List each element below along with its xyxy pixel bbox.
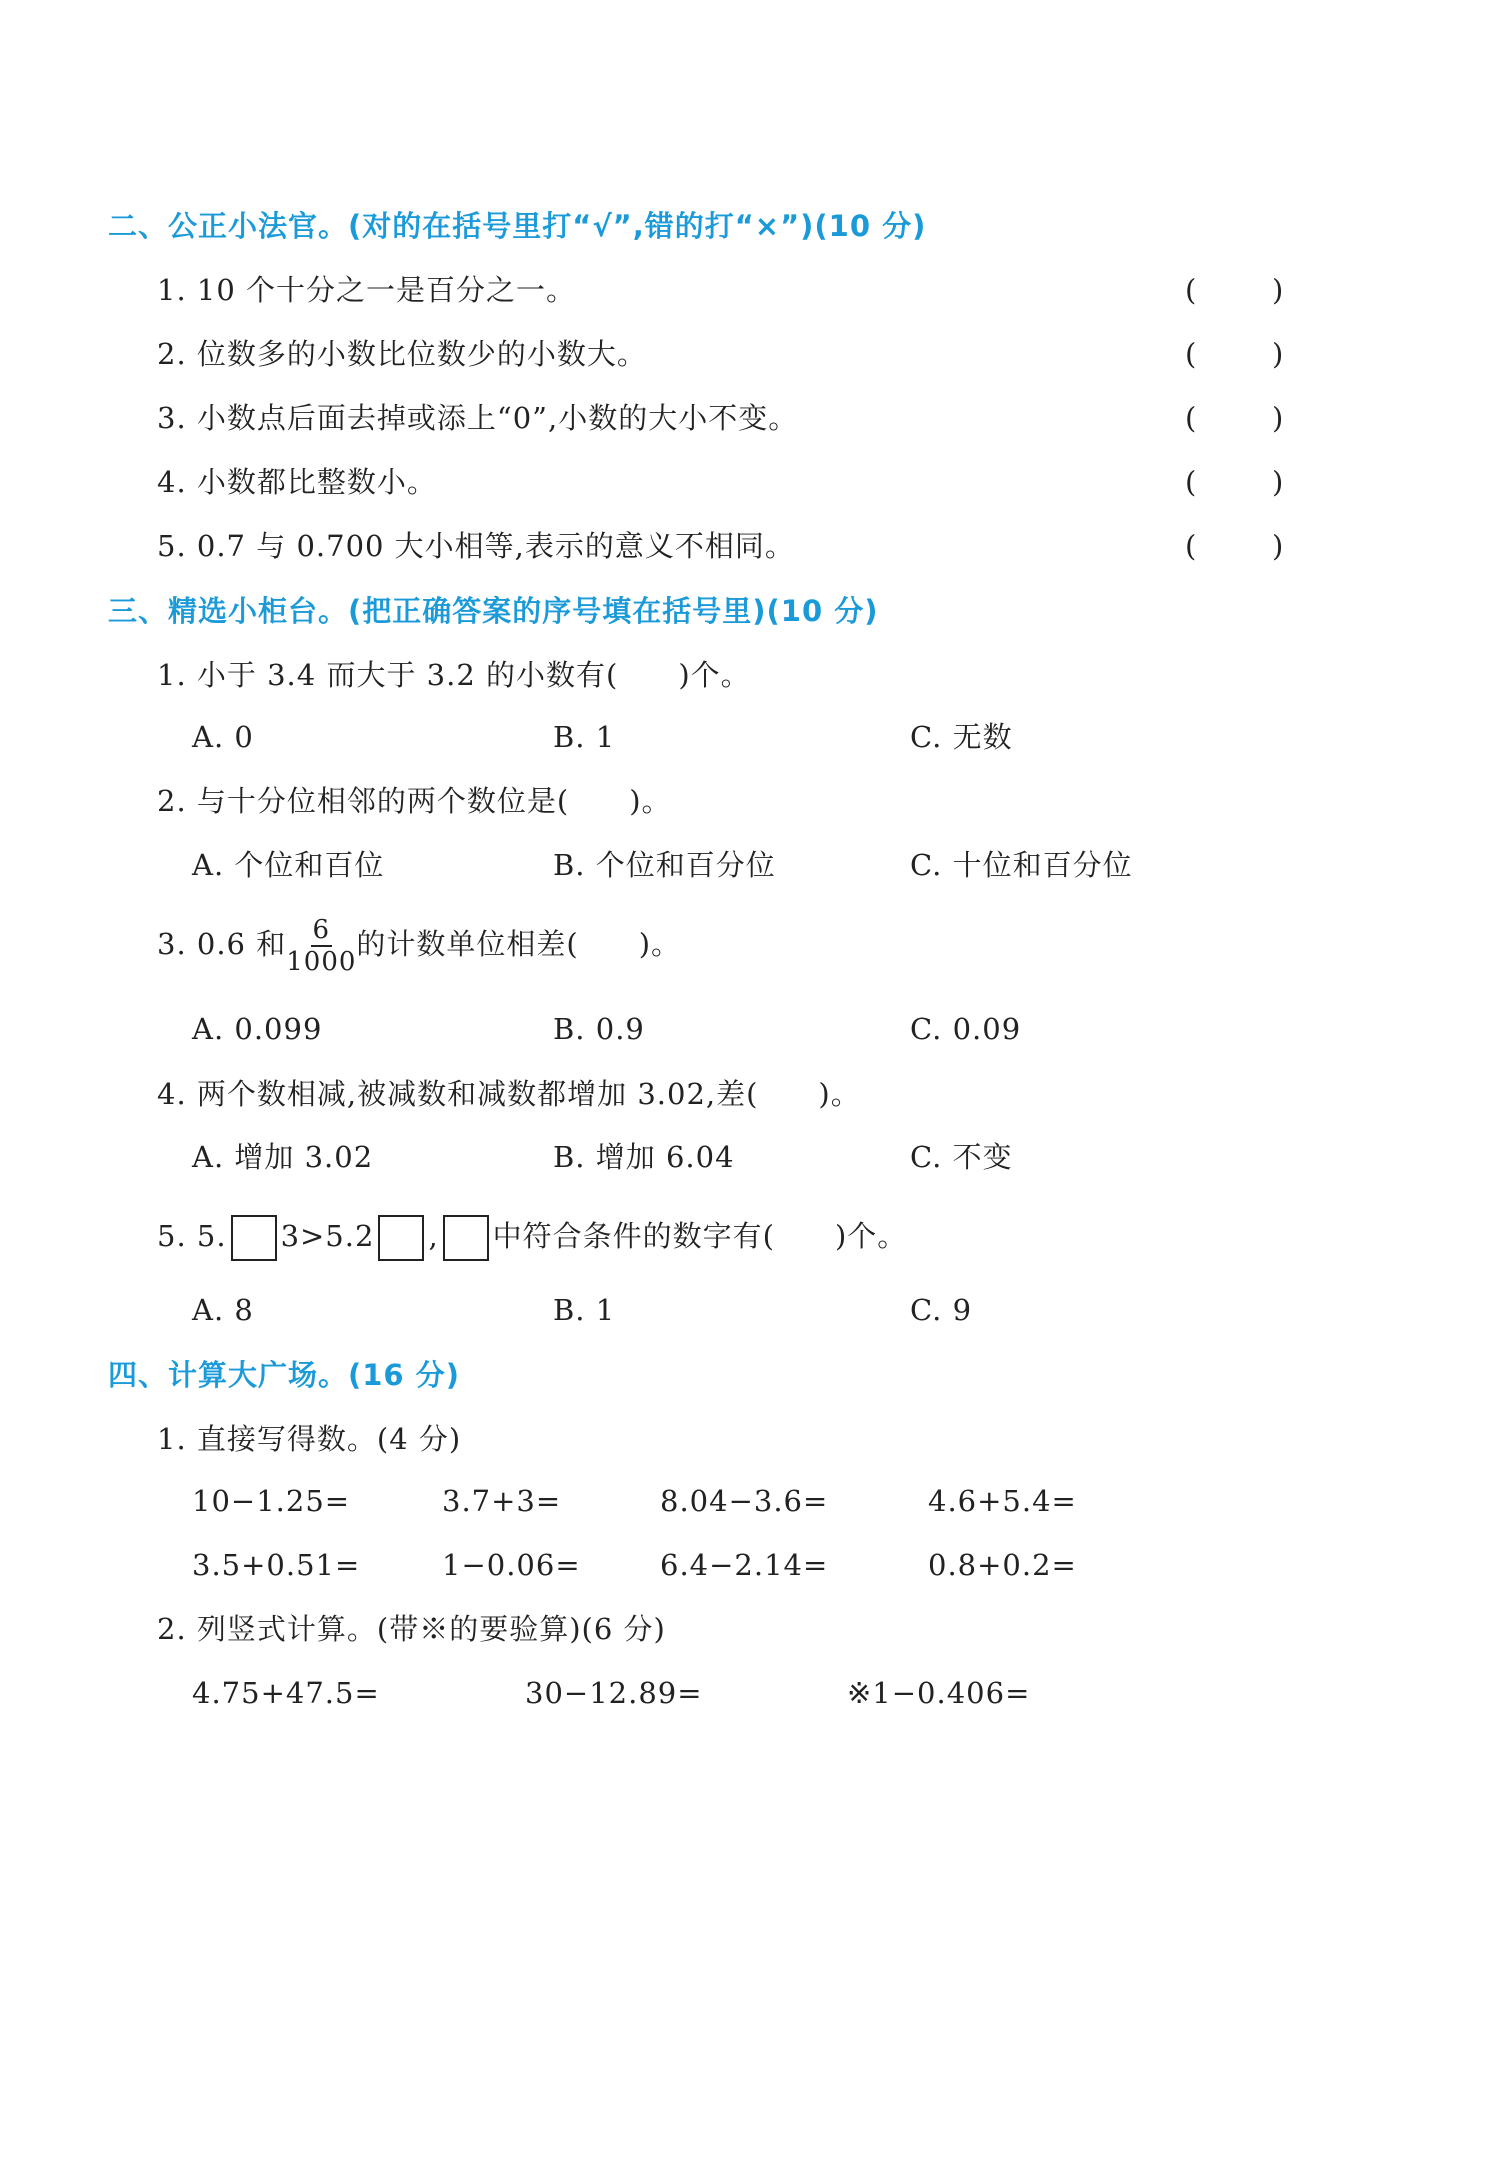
part2-title: 2. 列竖式计算。(带※的要验算)(6 分) [157, 1612, 666, 1646]
option-a[interactable]: A. 增加 3.02 [192, 1140, 374, 1174]
judgement-item: 5. 0.7 与 0.700 大小相等,表示的意义不相同。 [157, 529, 795, 563]
blank-box[interactable] [231, 1215, 277, 1261]
option-c[interactable]: C. 0.09 [910, 1012, 1022, 1046]
answer-paren-close[interactable]: ) [1272, 401, 1284, 435]
answer-paren-open[interactable]: ( [1185, 401, 1197, 435]
option-b[interactable]: B. 0.9 [553, 1012, 645, 1046]
oral-calc-item: 3.5+0.51= [192, 1548, 361, 1582]
judgement-item: 2. 位数多的小数比位数少的小数大。 [157, 337, 647, 371]
oral-calc-item: 0.8+0.2= [928, 1548, 1077, 1582]
option-b[interactable]: B. 个位和百分位 [553, 848, 776, 882]
q5-part4: 中符合条件的数字有( )个。 [492, 1219, 908, 1253]
option-c[interactable]: C. 无数 [910, 720, 1013, 754]
option-c[interactable]: C. 十位和百分位 [910, 848, 1133, 882]
question-4: 4. 两个数相减,被减数和减数都增加 3.02,差( )。 [157, 1077, 861, 1111]
question-3-post: 的计数单位相差( )。 [356, 927, 682, 961]
blank-box[interactable] [378, 1215, 424, 1261]
fraction-numerator: 6 [312, 915, 331, 945]
vertical-calc-item: ※1−0.406= [847, 1676, 1031, 1710]
oral-calc-item: 6.4−2.14= [660, 1548, 829, 1582]
part1-title: 1. 直接写得数。(4 分) [157, 1422, 462, 1456]
q5-part1: 5. 5. [157, 1219, 227, 1253]
section3-title: 三、精选小柜台。(把正确答案的序号填在括号里)(10 分) [108, 594, 879, 628]
option-c[interactable]: C. 9 [910, 1293, 973, 1327]
answer-paren-open[interactable]: ( [1185, 529, 1197, 563]
option-a[interactable]: A. 个位和百位 [192, 848, 385, 882]
answer-paren-open[interactable]: ( [1185, 273, 1197, 307]
question-3-pre: 3. 0.6 和 [157, 927, 287, 961]
q5-part2: 3>5.2 [280, 1219, 375, 1253]
question-1: 1. 小于 3.4 而大于 3.2 的小数有( )个。 [157, 658, 751, 692]
judgement-item: 1. 10 个十分之一是百分之一。 [157, 273, 577, 307]
question-2: 2. 与十分位相邻的两个数位是( )。 [157, 784, 672, 818]
oral-calc-item: 8.04−3.6= [660, 1484, 829, 1518]
question-3 [157, 915, 681, 977]
answer-paren-close[interactable]: ) [1272, 465, 1284, 499]
section4-title: 四、计算大广场。(16 分) [108, 1358, 460, 1392]
blank-box[interactable] [443, 1215, 489, 1261]
fraction [286, 915, 356, 977]
oral-calc-item: 1−0.06= [442, 1548, 581, 1582]
answer-paren-open[interactable]: ( [1185, 337, 1197, 371]
vertical-calc-item: 30−12.89= [525, 1676, 703, 1710]
option-b[interactable]: B. 增加 6.04 [553, 1140, 735, 1174]
option-a[interactable]: A. 8 [192, 1293, 254, 1327]
oral-calc-item: 3.7+3= [442, 1484, 562, 1518]
option-b[interactable]: B. 1 [553, 720, 616, 754]
option-a[interactable]: A. 0 [192, 720, 254, 754]
judgement-item: 3. 小数点后面去掉或添上“0”,小数的大小不变。 [157, 401, 799, 435]
q5-part3: , [428, 1219, 439, 1253]
vertical-calc-item: 4.75+47.5= [192, 1676, 380, 1710]
answer-paren-close[interactable]: ) [1272, 529, 1284, 563]
answer-paren-close[interactable]: ) [1272, 337, 1284, 371]
option-b[interactable]: B. 1 [553, 1293, 616, 1327]
oral-calc-item: 10−1.25= [192, 1484, 351, 1518]
answer-paren-close[interactable]: ) [1272, 273, 1284, 307]
answer-paren-open[interactable]: ( [1185, 465, 1197, 499]
section2-title: 二、公正小法官。(对的在括号里打“√”,错的打“×”)(10 分) [108, 209, 927, 243]
fraction-denominator: 1000 [286, 947, 357, 977]
judgement-item: 4. 小数都比整数小。 [157, 465, 437, 499]
option-a[interactable]: A. 0.099 [192, 1012, 323, 1046]
question-5 [157, 1215, 907, 1261]
option-c[interactable]: C. 不变 [910, 1140, 1013, 1174]
oral-calc-item: 4.6+5.4= [928, 1484, 1077, 1518]
